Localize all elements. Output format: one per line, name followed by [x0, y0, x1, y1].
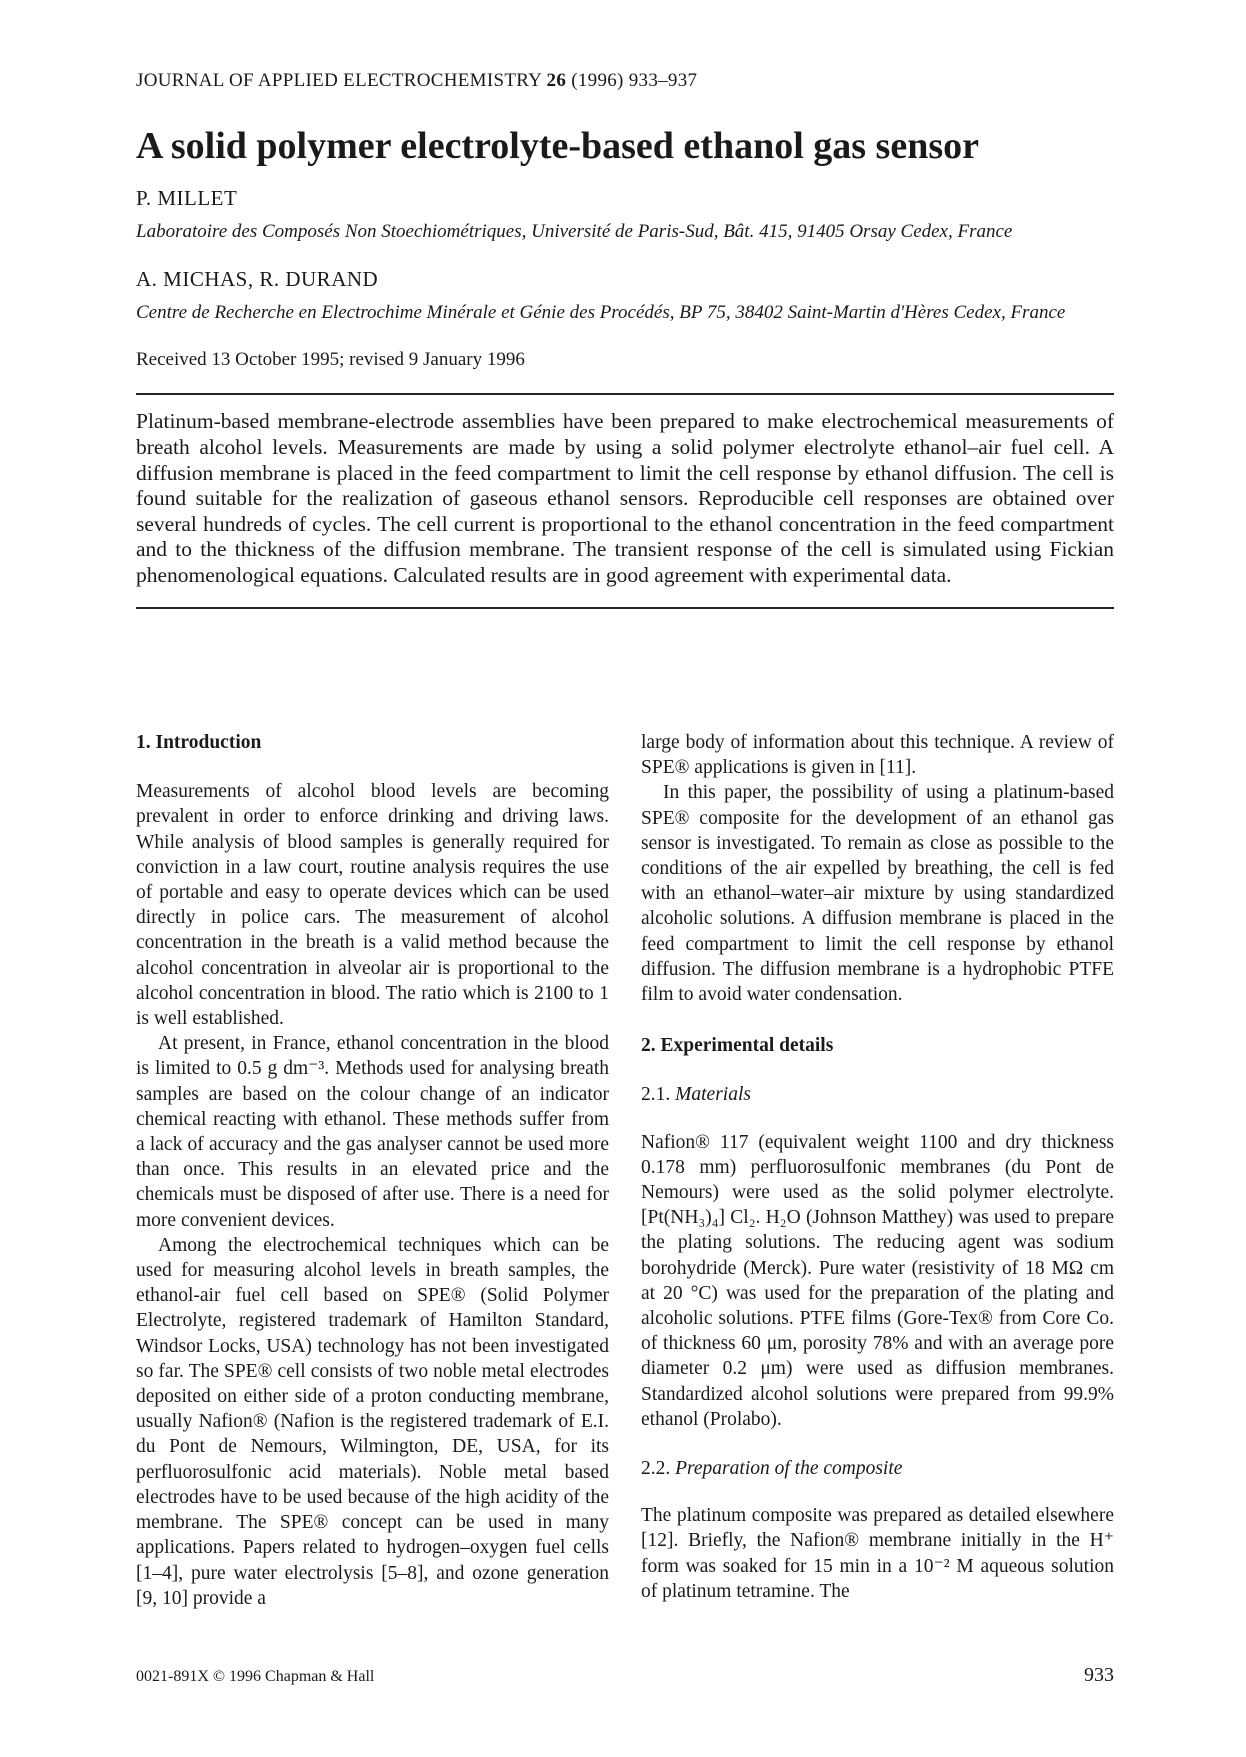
paragraph: At present, in France, ethanol concentration in the blood is limited to 0.5 g dm⁻³. Methods used for analysing breath samples are based on the colour change of an indicator chemical reacting with ethanol. These methods suffer from a lack of accuracy and the gas analyser cannot be used more than once. This results in an elevated price and the chemicals must be disposed of after use. There is a need for more convenient devices. — [136, 1033, 609, 1231]
journal-header — [136, 70, 1114, 94]
journal-name: JOURNAL OF APPLIED ELECTROCHEMISTRY — [136, 70, 542, 91]
article-title: A solid polymer electrolyte-based ethanol gas sensor — [136, 125, 979, 167]
paragraph: Nafion® 117 (equivalent weight 1100 and dry thickness 0.178 mm) perfluorosulfonic membranes (du Pont de Nemours) were used as the solid polymer electrolyte. [Pt(NH₃)₄] Cl₂. H₂O (Johnson Matthey) was used to prepare the plating solutions. The reducing agent was sodium borohydride (Merck). Pure water (resistivity of 18 MΩ cm at 20 °C) was used for the preparation of the plating and alcoholic solutions. PTFE films (Gore-Tex® from Core Co. of thickness 60 μm, porosity 78% and with an average pore diameter 0.2 μm) were used as diffusion membranes. Standardized alcohol solutions were prepared from 99.9% ethanol (Prolabo). — [641, 1131, 1114, 1430]
paragraph: Among the electrochemical techniques which can be used for measuring alcohol levels in breath samples, the ethanol-air fuel cell based on SPE® (Solid Polymer Electrolyte, registered trademark of Hamilton Standard, Windsor Locks, USA) technology has not been investigated so far. The SPE® cell consists of two noble metal electrodes deposited on either side of a proton conducting membrane, usually Nafion® (Nafion is the registered trademark of E.I. du Pont de Nemours, Wilmington, DE, USA, for its perfluorosulfonic acid materials). Noble metal based electrodes have to be used because of the high acidity of the membrane. The SPE® concept can be used in many applications. Papers related to hydrogen–oxygen fuel cells [1–4], pure water electrolysis [5–8], and ozone generation [9, 10] provide a — [136, 1234, 609, 1609]
subsection-number: 2.1. — [641, 1084, 671, 1106]
author-names-2: A. MICHAS, R. DURAND — [136, 266, 379, 291]
page-number: 933 — [1084, 1664, 1114, 1686]
left-column — [136, 730, 609, 1611]
abstract-top-rule — [136, 393, 1114, 395]
footer-code: 0021-891X © 1996 Chapman & Hall — [136, 1668, 375, 1685]
subsection-title: Preparation of the composite — [675, 1458, 903, 1480]
abstract-bottom-rule — [136, 607, 1114, 609]
paragraph: large body of information about this technique. A review of SPE® applications is given in [11]. — [641, 732, 1114, 779]
paragraph: The platinum composite was prepared as detailed elsewhere [12]. Briefly, the Nafion® membrane initially in the H⁺ form was soaked for 15 min in a 10⁻² M aqueous solution of platinum tetramine. The — [641, 1505, 1114, 1602]
article-page — [136, 70, 1114, 1609]
subsection-number: 2.2. — [641, 1458, 671, 1480]
subsection-heading-composite — [641, 1456, 1114, 1481]
right-column — [641, 730, 1114, 1604]
abstract: Platinum-based membrane-electrode assemblies have been prepared to make electrochemical measurements of breath alcohol levels. Measurements are made by using a solid polymer electrolyte ethanol–air fuel cell. A diffusion membrane is placed in the feed compartment to limit the cell response by ethanol diffusion. The cell is found suitable for the realization of gaseous ethanol sensors. Reproducible cell responses are obtained over several hundreds of cycles. The cell current is proportional to the ethanol concentration in the feed compartment and to the thickness of the diffusion membrane. The transient response of the cell is simulated using Fickian phenomenological equations. Calculated results are in good agreement with experimental data. — [136, 409, 1114, 588]
section-heading-introduction: 1. Introduction — [136, 732, 262, 753]
journal-year-pages: (1996) 933–937 — [571, 70, 698, 91]
author-names-1: P. MILLET — [136, 185, 238, 210]
paragraph: In this paper, the possibility of using a platinum-based SPE® composite for the development of an ethanol gas sensor is investigated. To remain as close as possible to the conditions of the air expelled by breathing, the cell is fed with an ethanol–water–air mixture by using standardized alcoholic solutions. A diffusion membrane is placed in the feed compartment to limit the cell response by ethanol diffusion. The diffusion membrane is a hydrophobic PTFE film to avoid water condensation. — [641, 782, 1114, 1006]
paragraph: Measurements of alcohol blood levels are becoming prevalent in order to enforce drinking and driving laws. While analysis of blood samples is generally required for conviction in a law court, routine analysis requires the use of portable and easy to operate devices which can be used directly in police cars. The measurement of alcohol concentration in the breath is a valid method because the alcohol concentration in alveolar air is proportional to the alcohol concentration in blood. The ratio which is 2100 to 1 is well established. — [136, 781, 609, 1030]
subsection-heading-materials — [641, 1082, 1114, 1107]
author-affiliation-1: Laboratoire des Composés Non Stoechiométriques, Université de Paris-Sud, Bât. 415, 91405 Orsay Cedex, France — [136, 220, 1013, 242]
page-footer — [136, 1664, 1114, 1692]
author-affiliation-2: Centre de Recherche en Electrochime Minérale et Génie des Procédés, BP 75, 38402 Saint-Martin d'Hères Cedex, France — [136, 301, 1066, 323]
subsection-title: Materials — [675, 1084, 751, 1106]
journal-volume: 26 — [546, 70, 567, 91]
section-heading-experimental: 2. Experimental details — [641, 1035, 834, 1057]
received-dates: Received 13 October 1995; revised 9 January 1996 — [136, 349, 525, 371]
